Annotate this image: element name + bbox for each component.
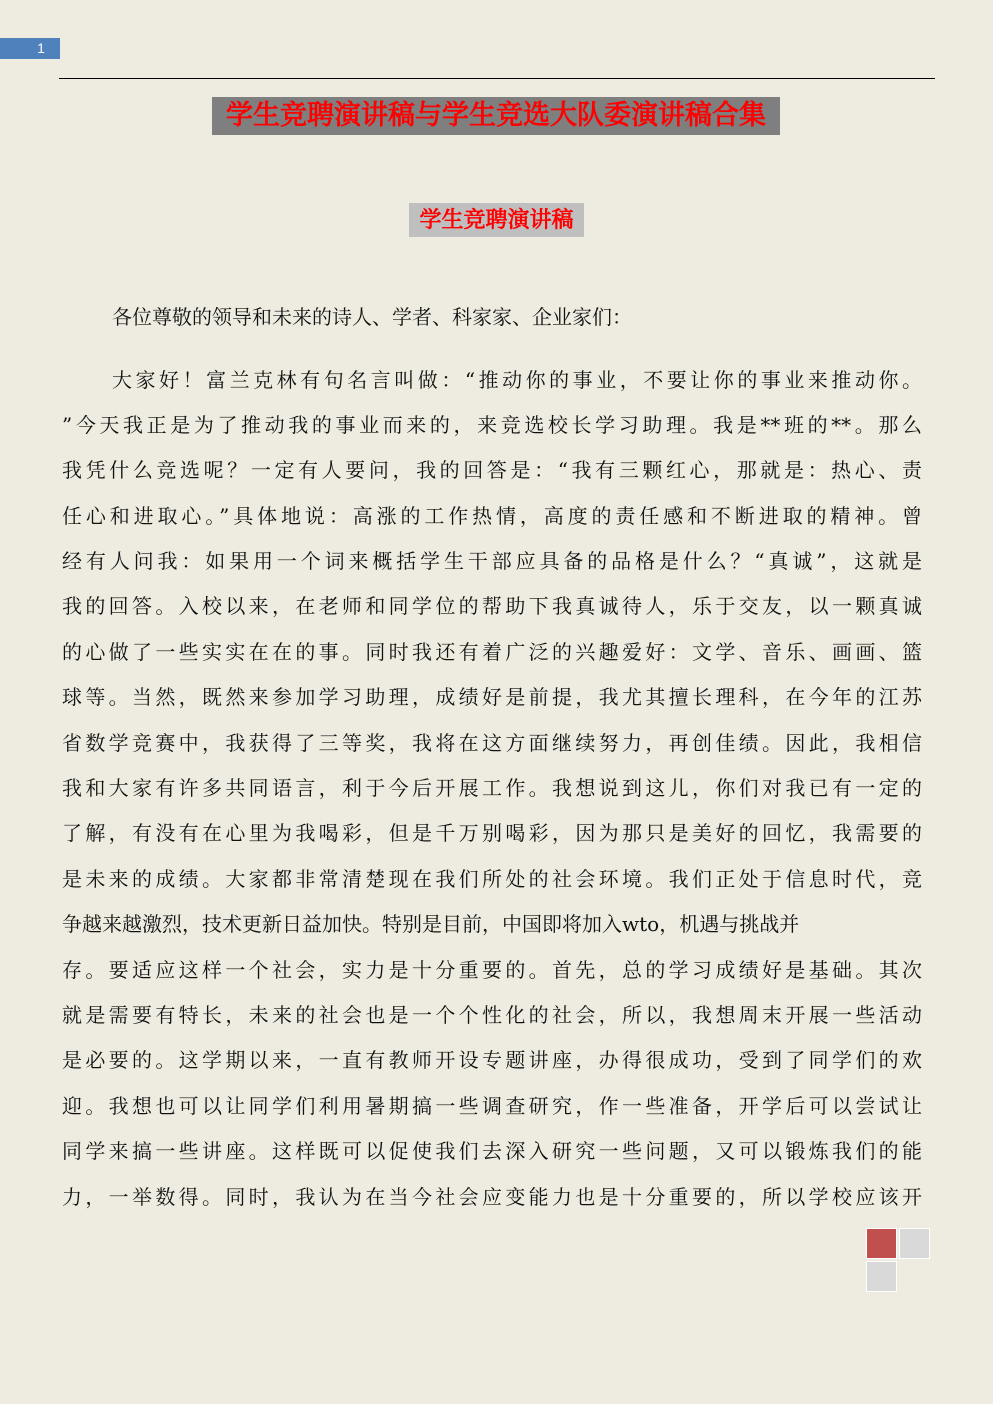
body-line: 了解，有没有在心里为我喝彩，但是千万别喝彩，因为那只是美好的回忆，我需要的 [62,821,922,845]
body-line: 任心和进取心。”具体地说：高涨的工作热情，高度的责任感和不断进取的精神。曾 [62,504,922,528]
deco-square-grey [866,1261,897,1292]
section-title: 学生竞聘演讲稿 [409,203,584,237]
body-line: 存。要适应这样一个社会，实力是十分重要的。首先，总的学习成绩好是基础。其次 [62,958,922,982]
body-line: 力，一举数得。同时，我认为在当今社会应变能力也是十分重要的，所以学校应该开 [62,1185,922,1209]
salutation-line: 各位尊敬的领导和未来的诗人、学者、科家家、企业家们： [112,305,632,329]
body-line: 球等。当然，既然来参加学习助理，成绩好是前提，我尤其擅长理科，在今年的江苏 [62,685,922,709]
body-line: 迎。我想也可以让同学们利用暑期搞一些调查研究，作一些准备，开学后可以尝试让 [62,1094,922,1118]
body-line: 是未来的成绩。大家都非常清楚现在我们所处的社会环境。我们正处于信息时代，竞 [62,867,922,891]
body-line: 大家好！富兰克林有句名言叫做：“推动你的事业，不要让你的事业来推动你。 [112,368,922,392]
header-rule [59,78,935,79]
deco-square-red [866,1228,897,1259]
body-line: 我凭什么竞选呢？一定有人要问，我的回答是：“我有三颗红心，那就是：热心、责 [62,458,922,482]
corner-decoration [866,1228,932,1292]
body-line: 省数学竞赛中，我获得了三等奖，我将在这方面继续努力，再创佳绩。因此，我相信 [62,731,922,755]
page-number-tab [0,38,60,59]
body-line: 我的回答。入校以来，在老师和同学位的帮助下我真诚待人，乐于交友，以一颗真诚 [62,594,922,618]
document-title: 学生竞聘演讲稿与学生竞选大队委演讲稿合集 [212,97,780,135]
body-line: 经有人问我：如果用一个词来概括学生干部应具备的品格是什么？“真诚”，这就是 [62,549,922,573]
body-line: 是必要的。这学期以来，一直有教师开设专题讲座，办得很成功，受到了同学们的欢 [62,1048,922,1072]
deco-square-grey [899,1228,930,1259]
body-line: ”今天我正是为了推动我的事业而来的，来竞选校长学习助理。我是**班的**。那么 [62,413,922,437]
body-line: 就是需要有特长，未来的社会也是一个个性化的社会，所以，我想周末开展一些活动 [62,1003,922,1027]
page-number: 1 [37,40,45,56]
body-line: 的心做了一些实实在在的事。同时我还有着广泛的兴趣爱好：文学、音乐、画画、篮 [62,640,922,664]
body-line: 我和大家有许多共同语言，利于今后开展工作。我想说到这儿，你们对我已有一定的 [62,776,922,800]
body-line: 争越来越激烈，技术更新日益加快。特别是目前，中国即将加入wto，机遇与挑战并 [62,912,800,936]
body-line: 同学来搞一些讲座。这样既可以促使我们去深入研究一些问题，又可以锻炼我们的能 [62,1139,922,1163]
